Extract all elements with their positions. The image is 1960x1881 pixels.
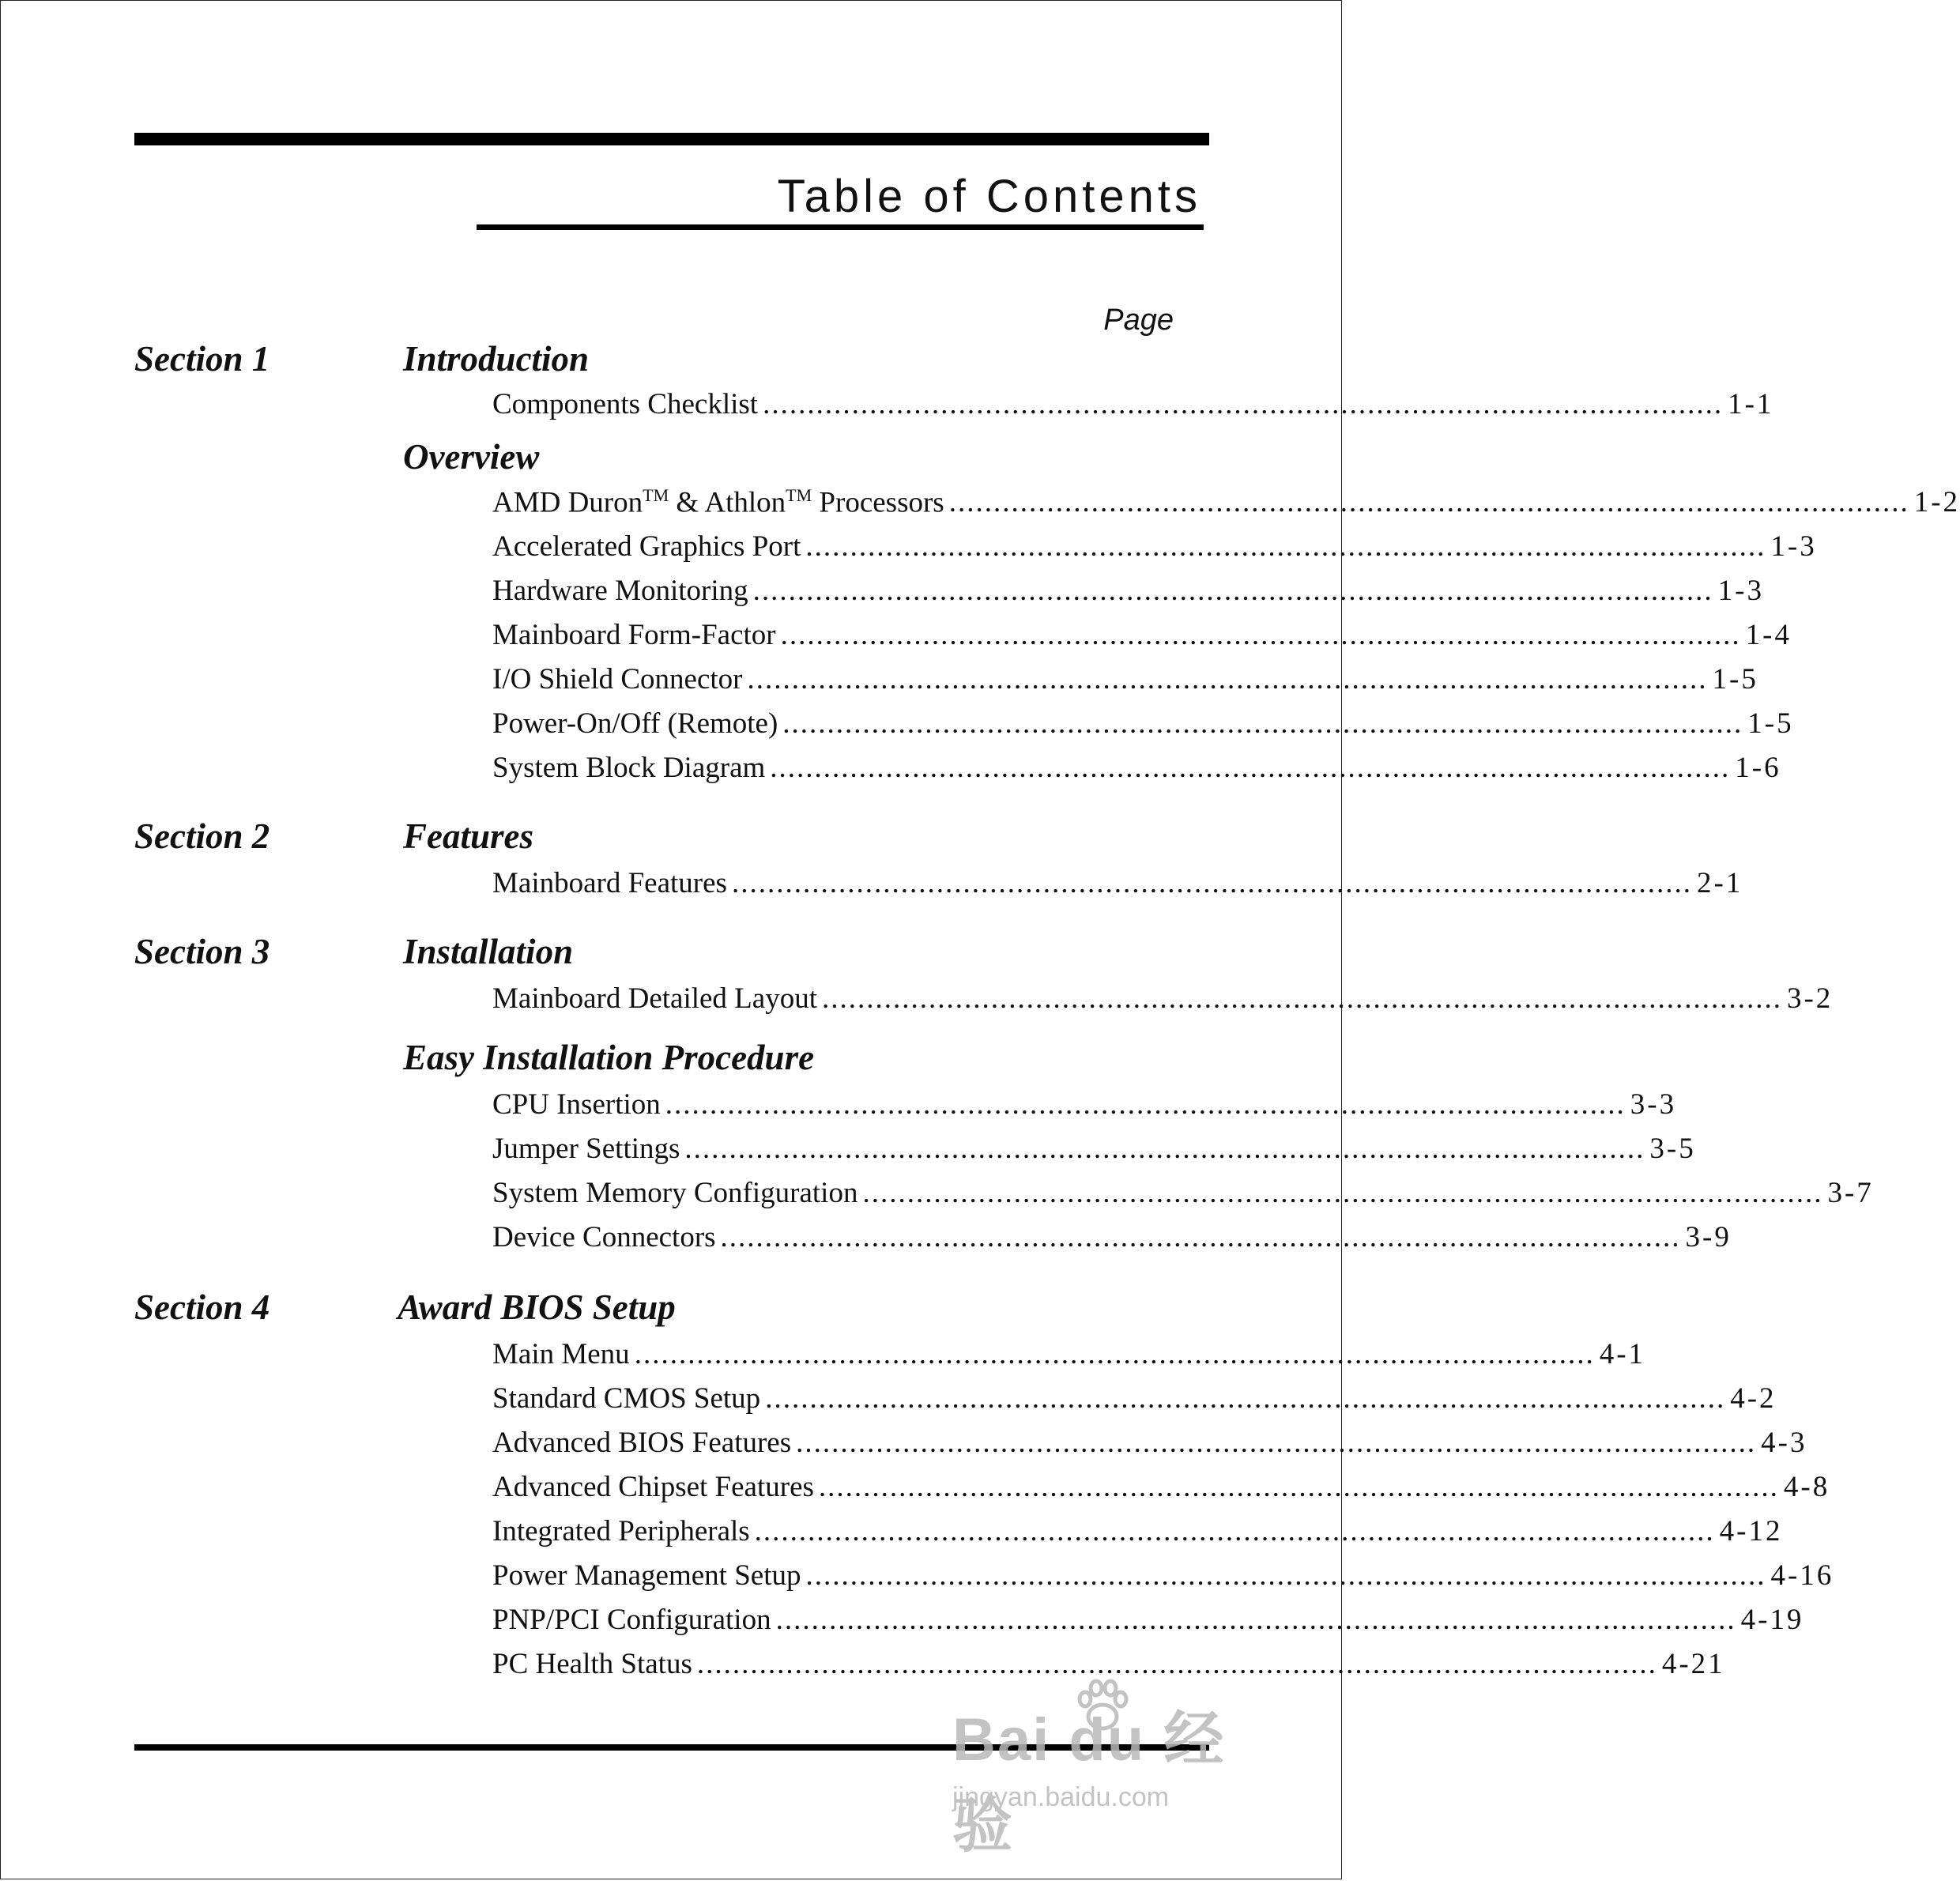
dot-leader: ............................................................................................................ xyxy=(696,1648,1657,1680)
dot-leader: ............................................................................................................ xyxy=(821,982,1782,1015)
toc-entry[interactable] xyxy=(492,1176,1874,1214)
dot-leader: ............................................................................................................ xyxy=(805,530,1766,563)
page-column-label: Page xyxy=(1103,303,1174,337)
entry-page-number: 3-2 xyxy=(1786,982,1834,1015)
dot-leader: ............................................................................................................ xyxy=(862,1177,1823,1209)
entry-text: CPU Insertion xyxy=(492,1088,661,1121)
toc-entry[interactable] xyxy=(492,1514,1783,1552)
group-heading-introduction: Introduction xyxy=(403,339,590,379)
group-heading-overview: Overview xyxy=(403,437,540,477)
entry-page-number: 1-4 xyxy=(1745,619,1792,651)
dot-leader: ............................................................................................................ xyxy=(634,1338,1595,1370)
toc-entry[interactable] xyxy=(492,387,1774,425)
watermark-url: jingyan.baidu.com xyxy=(952,1782,1170,1812)
toc-entry[interactable] xyxy=(492,1220,1732,1258)
dot-leader: ............................................................................................................ xyxy=(765,1382,1726,1415)
watermark xyxy=(952,1676,1268,1860)
dot-leader: ............................................................................................................ xyxy=(796,1427,1757,1459)
entry-page-number: 4-2 xyxy=(1730,1382,1777,1415)
entry-page-number: 1-3 xyxy=(1717,575,1764,607)
entry-page-number: 4-16 xyxy=(1770,1559,1834,1592)
group-heading-installation: Installation xyxy=(403,932,574,971)
entry-text: AMD Duron™ & Athlon™ Processors xyxy=(492,485,944,519)
watermark-logo: Bai du 经验 xyxy=(952,1706,1226,1860)
group-heading-features: Features xyxy=(403,816,534,856)
entry-page-number: 1-1 xyxy=(1728,388,1774,420)
toc-entry[interactable] xyxy=(492,1559,1834,1596)
toc-entry[interactable] xyxy=(492,574,1764,612)
entry-text: Mainboard Features xyxy=(492,867,727,899)
entry-page-number: 4-12 xyxy=(1719,1515,1783,1547)
toc-entry[interactable] xyxy=(492,1132,1696,1170)
section-label-1: Section 1 xyxy=(134,339,270,379)
dot-leader: ............................................................................................................ xyxy=(720,1221,1681,1253)
toc-entry[interactable] xyxy=(492,485,1960,523)
dot-leader: ............................................................................................................ xyxy=(948,486,1909,519)
entry-page-number: 4-21 xyxy=(1661,1648,1725,1680)
dot-leader: ............................................................................................................ xyxy=(780,619,1741,651)
dot-leader: ............................................................................................................ xyxy=(782,707,1743,740)
entry-text: Main Menu xyxy=(492,1338,630,1370)
toc-entry[interactable] xyxy=(492,618,1792,656)
entry-page-number: 3-9 xyxy=(1685,1221,1732,1253)
entry-text: Mainboard Form-Factor xyxy=(492,619,776,651)
toc-entry[interactable] xyxy=(492,1426,1807,1464)
toc-entry[interactable] xyxy=(492,662,1758,700)
entry-page-number: 1-6 xyxy=(1735,752,1781,784)
toc-entry[interactable] xyxy=(492,1382,1777,1419)
dot-leader: ............................................................................................................ xyxy=(731,867,1692,899)
entry-text: Integrated Peripherals xyxy=(492,1515,750,1547)
dot-leader: ............................................................................................................ xyxy=(684,1133,1645,1165)
group-heading-award-bios: Award BIOS Setup xyxy=(398,1287,676,1327)
dot-leader: ............................................................................................................ xyxy=(754,1515,1715,1547)
entry-page-number: 1-3 xyxy=(1770,530,1817,563)
toc-entry[interactable] xyxy=(492,1603,1804,1641)
toc-entry[interactable] xyxy=(492,707,1794,744)
entry-text: I/O Shield Connector xyxy=(492,663,743,695)
entry-text: Standard CMOS Setup xyxy=(492,1382,761,1415)
entry-text: Power Management Setup xyxy=(492,1559,801,1592)
toc-entry[interactable] xyxy=(492,751,1781,789)
title-underline xyxy=(477,224,1204,230)
entry-page-number: 4-19 xyxy=(1740,1604,1804,1636)
top-rule xyxy=(134,133,1209,145)
toc-entry[interactable] xyxy=(492,1470,1830,1508)
group-heading-easy-installation: Easy Installation Procedure xyxy=(403,1038,815,1077)
entry-page-number: 4-3 xyxy=(1761,1427,1807,1459)
dot-leader: ............................................................................................................ xyxy=(805,1559,1766,1592)
entry-text: PNP/PCI Configuration xyxy=(492,1604,771,1636)
entry-text: Hardware Monitoring xyxy=(492,575,748,607)
dot-leader: ............................................................................................................ xyxy=(665,1088,1626,1121)
entry-page-number: 3-7 xyxy=(1827,1177,1874,1209)
entry-text: Components Checklist xyxy=(492,388,759,420)
toc-entry[interactable] xyxy=(492,982,1834,1020)
dot-leader: ............................................................................................................ xyxy=(747,663,1708,695)
toc-entry[interactable] xyxy=(492,1337,1646,1375)
entry-page-number: 3-3 xyxy=(1630,1088,1677,1121)
entry-page-number: 2-1 xyxy=(1696,867,1743,899)
section-label-2: Section 2 xyxy=(134,816,270,856)
dot-leader: ............................................................................................................ xyxy=(818,1471,1779,1503)
entry-text: Advanced BIOS Features xyxy=(492,1427,792,1459)
entry-text: System Block Diagram xyxy=(492,752,766,784)
section-label-3: Section 3 xyxy=(134,932,270,971)
dot-leader: ............................................................................................................ xyxy=(775,1604,1736,1636)
entry-text: Jumper Settings xyxy=(492,1133,680,1165)
entry-page-number: 1-5 xyxy=(1747,707,1794,740)
dot-leader: ............................................................................................................ xyxy=(752,575,1713,607)
entry-text: Mainboard Detailed Layout xyxy=(492,982,817,1015)
entry-page-number: 4-1 xyxy=(1599,1338,1646,1370)
section-label-4: Section 4 xyxy=(134,1287,270,1327)
entry-page-number: 4-8 xyxy=(1783,1471,1830,1503)
entry-page-number: 1-5 xyxy=(1712,663,1758,695)
entry-text: Device Connectors xyxy=(492,1221,716,1253)
entry-text: Power-On/Off (Remote) xyxy=(492,707,778,740)
entry-text: System Memory Configuration xyxy=(492,1177,858,1209)
dot-leader: ............................................................................................................ xyxy=(763,388,1724,420)
entry-text: Advanced Chipset Features xyxy=(492,1471,814,1503)
entry-text: PC Health Status xyxy=(492,1648,692,1680)
toc-entry[interactable] xyxy=(492,1088,1677,1125)
entry-page-number: 1-2 xyxy=(1913,486,1960,519)
dot-leader: ............................................................................................................ xyxy=(770,752,1731,784)
toc-entry[interactable] xyxy=(492,530,1817,567)
page-title: Table of Contents xyxy=(777,171,1201,222)
toc-entry[interactable] xyxy=(492,866,1743,904)
entry-text: Accelerated Graphics Port xyxy=(492,530,801,563)
entry-page-number: 3-5 xyxy=(1649,1133,1696,1165)
